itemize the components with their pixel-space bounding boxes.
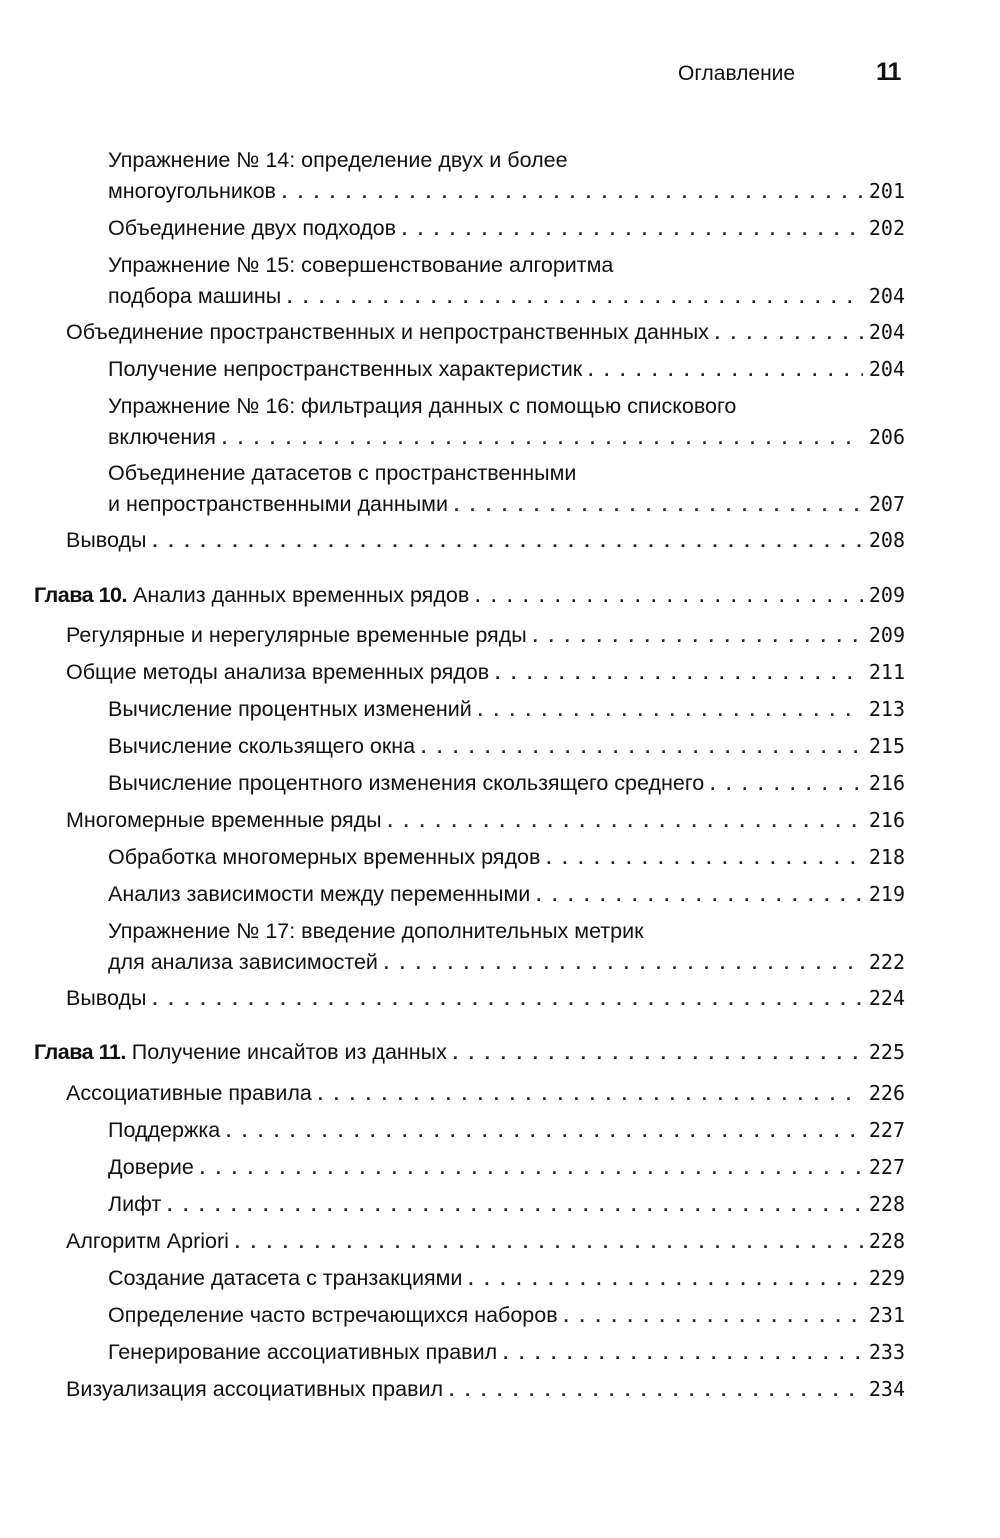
toc-page-number: 204 <box>868 357 905 381</box>
dot-leader <box>715 318 863 349</box>
toc-entry[interactable] <box>108 213 905 245</box>
toc-entry-title: Поддержка <box>108 1118 221 1142</box>
toc-entry-title: Регулярные и нерегулярные временные ряды <box>66 623 527 647</box>
dot-leader <box>495 658 863 689</box>
toc-entry-title-line: многоугольников <box>108 179 276 203</box>
toc-entry-title: Общие методы анализа временных рядов <box>66 660 490 684</box>
toc-entry[interactable] <box>66 1078 905 1110</box>
toc-entry-title: Обработка многомерных временных рядов <box>108 845 541 869</box>
dot-leader <box>478 695 863 726</box>
dot-leader <box>449 1375 863 1406</box>
toc-page-number: 227 <box>868 1118 905 1142</box>
toc-entry[interactable] <box>108 694 905 726</box>
toc-page-number: 234 <box>868 1377 905 1401</box>
toc-entry-title: Получение инсайтов из данных <box>131 1040 447 1064</box>
dot-leader <box>468 1264 862 1295</box>
toc-entry-title: Выводы <box>66 528 147 552</box>
toc-entry[interactable] <box>108 145 905 208</box>
toc-entry-title: Визуализация ассоциативных правил <box>66 1377 444 1401</box>
toc-entry-title: Лифт <box>108 1192 162 1216</box>
toc-entry-title: Вычисление процентного изменения скользящего среднего <box>108 771 705 795</box>
toc-page-number: 224 <box>868 986 905 1010</box>
toc-entry[interactable] <box>108 250 905 313</box>
toc-entry-title: Доверие <box>108 1155 194 1179</box>
dot-leader <box>282 177 863 208</box>
dot-leader <box>402 214 863 245</box>
toc-page-number: 228 <box>868 1192 905 1216</box>
toc-entry[interactable] <box>66 805 905 837</box>
toc-entry[interactable] <box>108 916 905 979</box>
toc-entry[interactable] <box>108 768 905 800</box>
toc-entry[interactable] <box>66 1226 905 1258</box>
toc-entry-title-line: Упражнение № 14: определение двух и более <box>108 148 568 172</box>
toc-entry[interactable] <box>108 842 905 874</box>
dot-leader <box>226 1116 863 1147</box>
toc-page-number: 225 <box>868 1040 905 1064</box>
toc-entry[interactable] <box>108 1189 905 1221</box>
dot-leader <box>564 1301 863 1332</box>
toc-entry-title: Создание датасета с транзакциями <box>108 1266 463 1290</box>
dot-leader <box>710 769 863 800</box>
running-header-title: Оглавление <box>678 62 796 85</box>
toc-page-number: 229 <box>868 1266 905 1290</box>
toc-page-number: 206 <box>868 425 905 449</box>
toc-entry-title-line: Упражнение № 15: совершенствование алгоритма <box>108 253 614 277</box>
dot-leader <box>287 282 863 313</box>
chapter-label: Глава 11. <box>34 1040 126 1064</box>
toc-entry-title: Алгоритм Apriori <box>66 1229 229 1253</box>
page-number: 11 <box>876 58 901 86</box>
toc-page-number: 204 <box>868 320 905 344</box>
toc-entry[interactable] <box>108 391 905 454</box>
dot-leader <box>454 490 863 521</box>
toc-entry-title-line: подбора машины <box>108 284 282 308</box>
toc-page-number: 202 <box>868 216 905 240</box>
toc-entry[interactable] <box>108 1263 905 1295</box>
toc-entry[interactable] <box>66 657 905 689</box>
toc-page-number: 228 <box>868 1229 905 1253</box>
dot-leader <box>421 732 863 763</box>
toc-page-number: 211 <box>868 660 905 684</box>
dot-leader <box>235 1227 863 1258</box>
toc-entry-title-line: включения <box>108 425 216 449</box>
dot-leader <box>503 1338 863 1369</box>
toc-page-number: 215 <box>868 734 905 758</box>
dot-leader <box>453 1038 863 1069</box>
dot-leader <box>152 526 862 557</box>
toc-page-number: 213 <box>868 697 905 721</box>
toc-entry[interactable] <box>108 1300 905 1332</box>
toc-page-number: 222 <box>868 950 905 974</box>
dot-leader <box>388 806 863 837</box>
dot-leader <box>384 948 863 979</box>
toc-entry[interactable] <box>108 458 905 521</box>
toc-page-number: 216 <box>868 808 905 832</box>
toc-entry-title: Генерирование ассоциативных правил <box>108 1340 498 1364</box>
toc-entry-title-line: Объединение датасетов с пространственными <box>108 461 577 485</box>
dot-leader <box>200 1153 863 1184</box>
toc-page-number: 208 <box>868 528 905 552</box>
toc-entry[interactable] <box>108 879 905 911</box>
toc-entry-title: Определение часто встречающихся наборов <box>108 1303 558 1327</box>
toc-page-number: 204 <box>868 284 905 308</box>
toc-entry-title: Ассоциативные правила <box>66 1081 312 1105</box>
toc-entry-title: Вычисление скользящего окна <box>108 734 416 758</box>
toc-entry[interactable] <box>66 317 905 349</box>
toc-entry-title: Объединение пространственных и непространственных данных <box>66 320 709 344</box>
dot-leader <box>588 355 863 386</box>
page-header <box>0 60 1000 90</box>
toc-entry[interactable] <box>66 620 905 652</box>
toc-page-number: 209 <box>868 583 905 607</box>
toc-entry-title-line: Упражнение № 17: введение дополнительных метрик <box>108 919 644 943</box>
toc-page-number: 216 <box>868 771 905 795</box>
toc-entry[interactable] <box>108 1152 905 1184</box>
toc-entry-title: Анализ зависимости между переменными <box>108 882 531 906</box>
chapter-label: Глава 10. <box>34 583 127 607</box>
toc-entry[interactable] <box>66 525 905 557</box>
toc-page-number: 207 <box>868 492 905 516</box>
toc-entry-title-line: для анализа зависимостей <box>108 950 378 974</box>
toc-page-number: 231 <box>868 1303 905 1327</box>
dot-leader <box>167 1190 863 1221</box>
toc-entry[interactable] <box>108 731 905 763</box>
toc-page-number: 201 <box>868 179 905 203</box>
toc-entry-title: Объединение двух подходов <box>108 216 397 240</box>
toc-chapter-entry[interactable] <box>34 580 905 612</box>
toc-page-number: 233 <box>868 1340 905 1364</box>
toc-page-number: 227 <box>868 1155 905 1179</box>
toc-entry-title: Анализ данных временных рядов <box>132 583 470 607</box>
toc-page-number: 209 <box>868 623 905 647</box>
toc-entry-title: Выводы <box>66 986 147 1010</box>
dot-leader <box>536 880 863 911</box>
dot-leader <box>533 621 863 652</box>
dot-leader <box>318 1079 863 1110</box>
dot-leader <box>475 581 863 612</box>
dot-leader <box>546 843 863 874</box>
toc-entry[interactable] <box>66 1374 905 1406</box>
dot-leader <box>152 984 862 1015</box>
toc-entry-title-line: и непространственными данными <box>108 492 448 516</box>
dot-leader <box>222 423 863 454</box>
toc-page-number: 218 <box>868 845 905 869</box>
toc-entry[interactable] <box>108 1115 905 1147</box>
toc-entry-title: Получение непространственных характеристик <box>108 357 583 381</box>
toc-entry[interactable] <box>66 983 905 1015</box>
toc-chapter-entry[interactable] <box>34 1037 905 1069</box>
toc-page-number: 219 <box>868 882 905 906</box>
toc-entry-title: Многомерные временные ряды <box>66 808 382 832</box>
toc-entry[interactable] <box>108 1337 905 1369</box>
toc-page-number: 226 <box>868 1081 905 1105</box>
toc-entry[interactable] <box>108 354 905 386</box>
toc-entry-title: Вычисление процентных изменений <box>108 697 472 721</box>
toc-entry-title-line: Упражнение № 16: фильтрация данных с помощью спискового <box>108 394 737 418</box>
